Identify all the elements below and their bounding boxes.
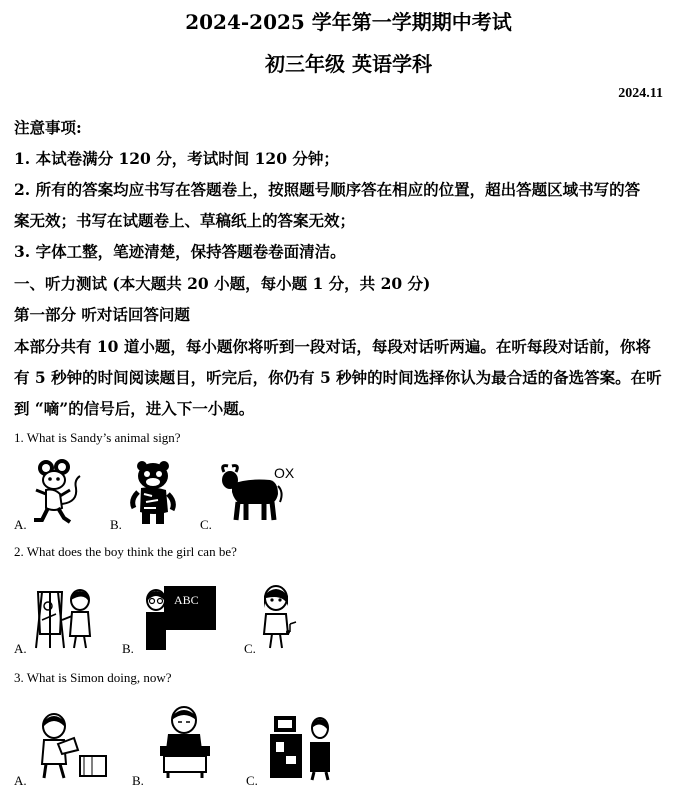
exam-date: 2024.11 xyxy=(618,86,663,101)
exam-title: 2024-2025 学年第一学期期中考试 xyxy=(185,10,512,34)
q1-option-c: C. xyxy=(200,517,212,532)
q3-option-a: A. xyxy=(14,773,27,788)
svg-text:OX: OX xyxy=(274,465,295,481)
section-title: 一、听力测试 (本大题共 20 小题，每小题 1 分，共 20 分) xyxy=(14,274,431,293)
note-item-2-line-2: 案无效；书写在试题卷上、草稿纸上的答案无效； xyxy=(14,211,356,230)
q2-option-c: C. xyxy=(244,641,256,656)
note-item-3: 3. 字体工整，笔迹清楚，保持答题卷卷面清洁。 xyxy=(14,242,346,261)
question-3-text: 3. What is Simon doing, now? xyxy=(14,670,172,685)
note-item-2-line-1: 2. 所有的答案均应书写在答题卷上，按照题号顺序答在相应的位置，超出答题区域书写的答 xyxy=(14,180,641,199)
intro-line-1: 本部分共有 10 道小题，每小题你将听到一段对话，每段对话听两遍。在听每段对话前，你将 xyxy=(14,337,651,356)
intro-line-2: 有 5 秒钟的时间阅读题目，听完后，你仍有 5 秒钟的时间选择你认为最合适的备选答案。在听 xyxy=(14,368,662,387)
reading-icon xyxy=(30,708,108,780)
q1-option-b: B. xyxy=(110,517,122,532)
intro-line-3: 到 “嘀”的信号后，进入下一小题。 xyxy=(14,399,255,418)
teacher-icon xyxy=(140,584,220,652)
q1-option-a: A. xyxy=(14,517,27,532)
part-title: 第一部分 听对话回答问题 xyxy=(14,305,190,324)
painter-icon xyxy=(32,584,96,652)
q2-option-b: B. xyxy=(122,641,134,656)
mouse-icon xyxy=(30,458,85,526)
q3-option-c: C. xyxy=(246,773,258,788)
tiger-icon xyxy=(128,458,180,526)
question-2-text: 2. What does the boy think the girl can be? xyxy=(14,544,237,559)
exam-subtitle: 初三年级 英语学科 xyxy=(265,52,432,76)
q2-option-a: A. xyxy=(14,641,27,656)
singer-icon xyxy=(258,584,300,652)
question-1-text: 1. What is Sandy’s animal sign? xyxy=(14,430,181,445)
sleeping-icon xyxy=(156,704,214,778)
ox-icon xyxy=(218,462,298,524)
computer-icon xyxy=(268,712,334,780)
q3-option-b: B. xyxy=(132,773,144,788)
notes-heading: 注意事项: xyxy=(14,118,82,137)
note-item-1: 1. 本试卷满分 120 分，考试时间 120 分钟； xyxy=(14,149,339,168)
svg-text:ABC: ABC xyxy=(174,593,199,607)
